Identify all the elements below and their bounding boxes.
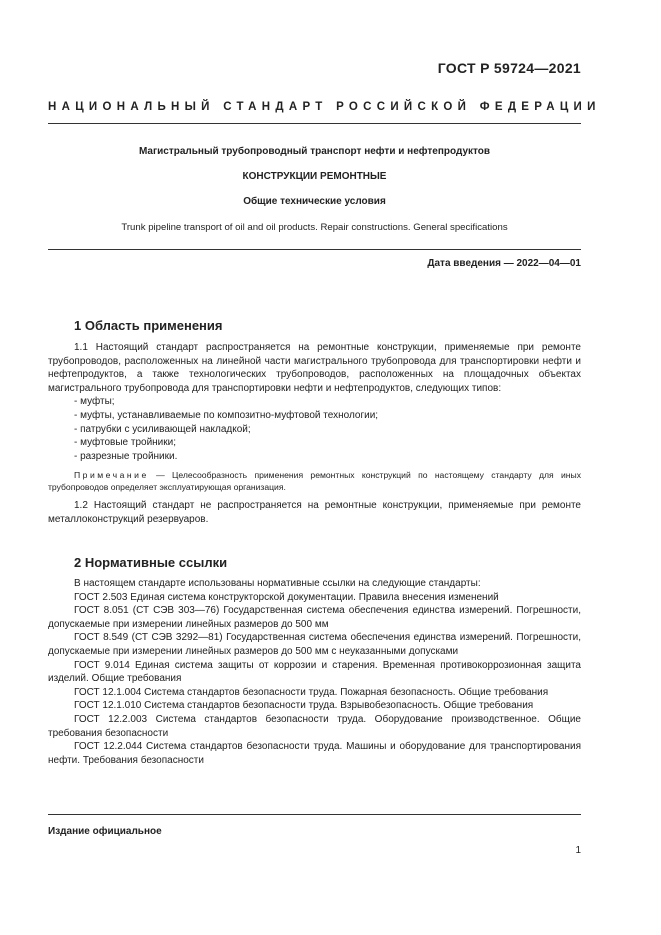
section-2-body bbox=[48, 577, 581, 767]
title-divider bbox=[48, 249, 581, 250]
list-item: - муфты; bbox=[74, 396, 115, 408]
list-item: - разрезные тройники. bbox=[74, 450, 178, 462]
page-number: 1 bbox=[575, 845, 581, 856]
reference-item: ГОСТ 2.503 Единая система конструкторской документации. Правила внесения изменений bbox=[74, 591, 499, 603]
reference-item: ГОСТ 12.1.004 Система стандартов безопасности труда. Пожарная безопасность. Общие требования bbox=[74, 686, 549, 698]
document-title: Магистральный трубопроводный транспорт нефти и нефтепродуктов bbox=[138, 146, 491, 157]
note bbox=[48, 469, 581, 493]
note-text: — Целесообразность применения ремонтных конструкций по настоящему стандарту для иных трубопроводов определяет эксплуатирующая организация. bbox=[48, 470, 581, 493]
national-standard-heading: НАЦИОНАЛЬНЫЙ СТАНДАРТ РОССИЙСКОЙ ФЕДЕРАЦИИ bbox=[48, 101, 601, 113]
reference-item: ГОСТ 12.2.003 Система стандартов безопасности труда. Оборудование производственное. Общие требования безопасности bbox=[48, 713, 581, 739]
paragraph-1-1: 1.1 Настоящий стандарт распространяется на ремонтные конструкции, применяемые при ремонте трубопроводов, расположенных на линейной части магистрального трубопровода для транспортировки нефти и нефтепродуктов, а также технологических трубопроводов, расположенных на площадочных объектах магистрального трубопровода для транспортировки нефти и нефтепродуктов, следующих типов: bbox=[48, 342, 581, 394]
header-divider bbox=[48, 123, 581, 124]
introduction-date: Дата введения — 2022—04—01 bbox=[427, 258, 581, 269]
reference-item: ГОСТ 8.051 (СТ СЭВ 303—76) Государственная система обеспечения единства измерений. Погрешности, допускаемые при измерении линейных размеров до 500 мм bbox=[48, 605, 581, 630]
list-item: - муфтовые тройники; bbox=[74, 437, 176, 449]
reference-item: ГОСТ 8.549 (СТ СЭВ 3292—81) Государственная система обеспечения единства измерений. Погрешности, допускаемые при измерении линейных размеров до 500 мм с неуказанными допусками bbox=[48, 632, 581, 657]
footer-divider bbox=[48, 814, 581, 815]
section-2-heading: 2 Нормативные ссылки bbox=[74, 555, 228, 570]
gost-code: ГОСТ Р 59724—2021 bbox=[437, 60, 581, 76]
section-1-heading: 1 Область применения bbox=[74, 318, 223, 333]
official-edition-label: Издание официальное bbox=[48, 826, 162, 837]
references-intro: В настоящем стандарте использованы нормативные ссылки на следующие стандарты: bbox=[74, 578, 481, 589]
reference-item: ГОСТ 9.014 Единая система защиты от коррозии и старения. Временная противокоррозионная защита изделий. Общие требования bbox=[48, 659, 581, 685]
document-title-caps: КОНСТРУКЦИИ РЕМОНТНЫЕ bbox=[242, 171, 387, 182]
reference-item: ГОСТ 12.2.044 Система стандартов безопасности труда. Машины и оборудование для транспортирования нефти. Требования безопасности bbox=[48, 741, 581, 766]
section-1-body bbox=[48, 341, 581, 527]
types-list bbox=[48, 395, 581, 463]
note-label: Примечание bbox=[74, 470, 149, 481]
list-item: - муфты, устанавливаемые по композитно-муфтовой технологии; bbox=[74, 409, 379, 421]
document-title-english: Trunk pipeline transport of oil and oil products. Repair constructions. General specifications bbox=[121, 222, 508, 233]
reference-item: ГОСТ 12.1.010 Система стандартов безопасности труда. Взрывобезопасность. Общие требования bbox=[74, 700, 534, 712]
list-item: - патрубки с усиливающей накладкой; bbox=[74, 423, 251, 435]
paragraph-1-2: 1.2 Настоящий стандарт не распространяется на ремонтные конструкции, применяемые при ремонте металлоконструкций резервуаров. bbox=[48, 500, 581, 525]
document-subtitle: Общие технические условия bbox=[243, 196, 386, 207]
